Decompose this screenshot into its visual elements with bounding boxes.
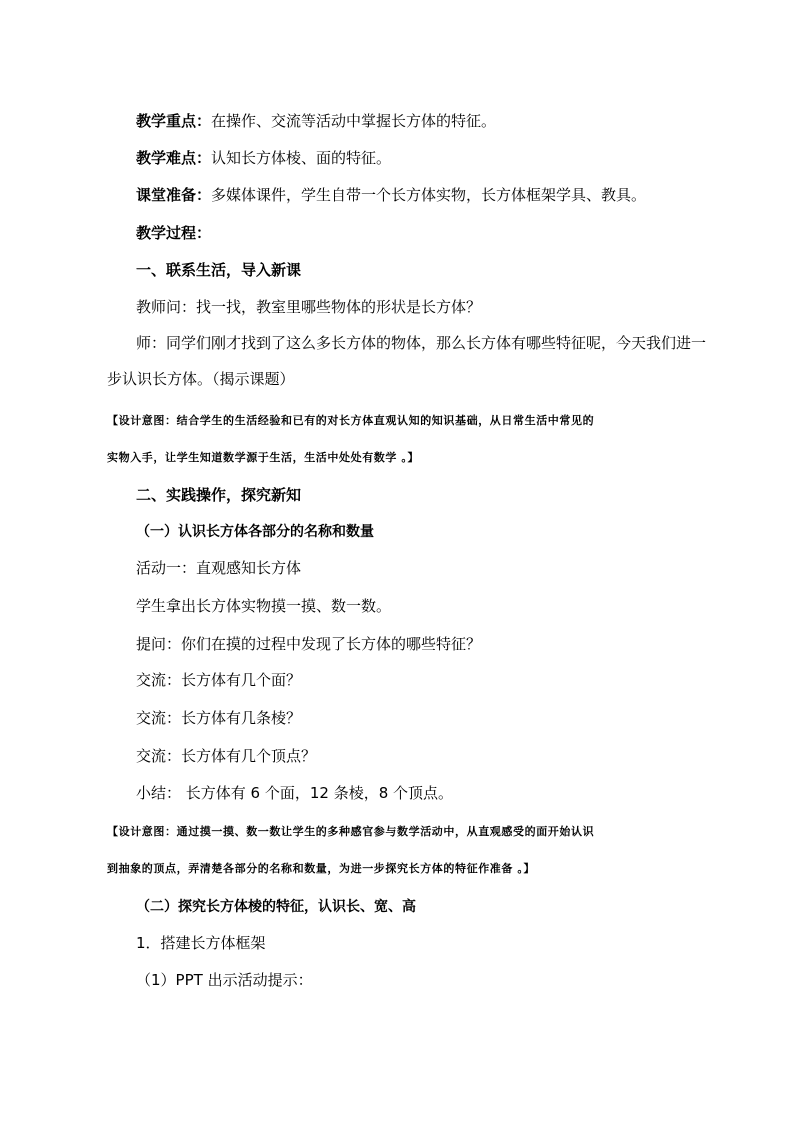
section1-heading: 一、联系生活，导入新课 bbox=[136, 261, 302, 279]
preparation-label: 课堂准备： bbox=[136, 186, 212, 204]
difficulty-text: 认知长方体棱、面的特征。 bbox=[211, 149, 392, 167]
step1-1-line: （1）PPT 出示活动提示： bbox=[136, 971, 313, 989]
process-heading: 教学过程： bbox=[136, 224, 212, 242]
exchange2-line: 交流：长方体有几条棱？ bbox=[136, 709, 302, 727]
teacher-say-line-2: 步认识长方体。（揭示课题） bbox=[107, 370, 295, 388]
exchange1-line: 交流：长方体有几个面？ bbox=[136, 671, 302, 689]
design-note-1-line-1: 【设计意图：结合学生的生活经验和已有的对长方体直观认知的知识基础，从日常生活中常见的 bbox=[107, 414, 595, 427]
teacher-ask: 教师问：找一找，教室里哪些物体的形状是长方体？ bbox=[136, 298, 482, 316]
activity1-line: 活动一：直观感知长方体 bbox=[136, 559, 302, 577]
preparation-text: 多媒体课件，学生自带一个长方体实物，长方体框架学具、教具。 bbox=[211, 186, 647, 204]
design-note-2-line-2: 到抽象的顶点，弄清楚各部分的名称和数量，为进一步探究长方体的特征作准备 。】 bbox=[107, 862, 536, 875]
touch-line: 学生拿出长方体实物摸一摸、数一数。 bbox=[136, 597, 392, 615]
design-note-2-line-1: 【设计意图：通过摸一摸、数一数让学生的多种感官参与数学活动中，从直观感受的面开始认识 bbox=[107, 825, 595, 838]
key-point-label: 教学重点： bbox=[136, 112, 212, 130]
step1-line: 1．搭建长方体框架 bbox=[136, 934, 266, 952]
difficulty-line bbox=[136, 148, 391, 168]
question-line: 提问：你们在摸的过程中发现了长方体的哪些特征？ bbox=[136, 635, 482, 653]
section2-heading: 二、实践操作，探究新知 bbox=[136, 486, 302, 504]
exchange3-line: 交流：长方体有几个顶点？ bbox=[136, 747, 317, 765]
subsection1-heading: （一）认识长方体各部分的名称和数量 bbox=[136, 524, 374, 540]
design-note-1-line-2: 实物入手，让学生知道数学源于生活，生活中处处有数学 。】 bbox=[107, 451, 420, 464]
preparation-line bbox=[136, 185, 646, 205]
teacher-say-line-1: 师：同学们刚才找到了这么多长方体的物体，那么长方体有哪些特征呢，今天我们进一 bbox=[136, 334, 707, 352]
key-point-line bbox=[136, 111, 496, 131]
difficulty-label: 教学难点： bbox=[136, 149, 212, 167]
key-point-text: 在操作、交流等活动中掌握长方体的特征。 bbox=[211, 112, 497, 130]
subsection2-heading: （二）探究长方体棱的特征，认识长、宽、高 bbox=[136, 899, 416, 915]
teacher-say-paragraph bbox=[107, 333, 707, 389]
summary-line: 小结： 长方体有 6 个面，12 条棱，8 个顶点。 bbox=[136, 784, 454, 802]
